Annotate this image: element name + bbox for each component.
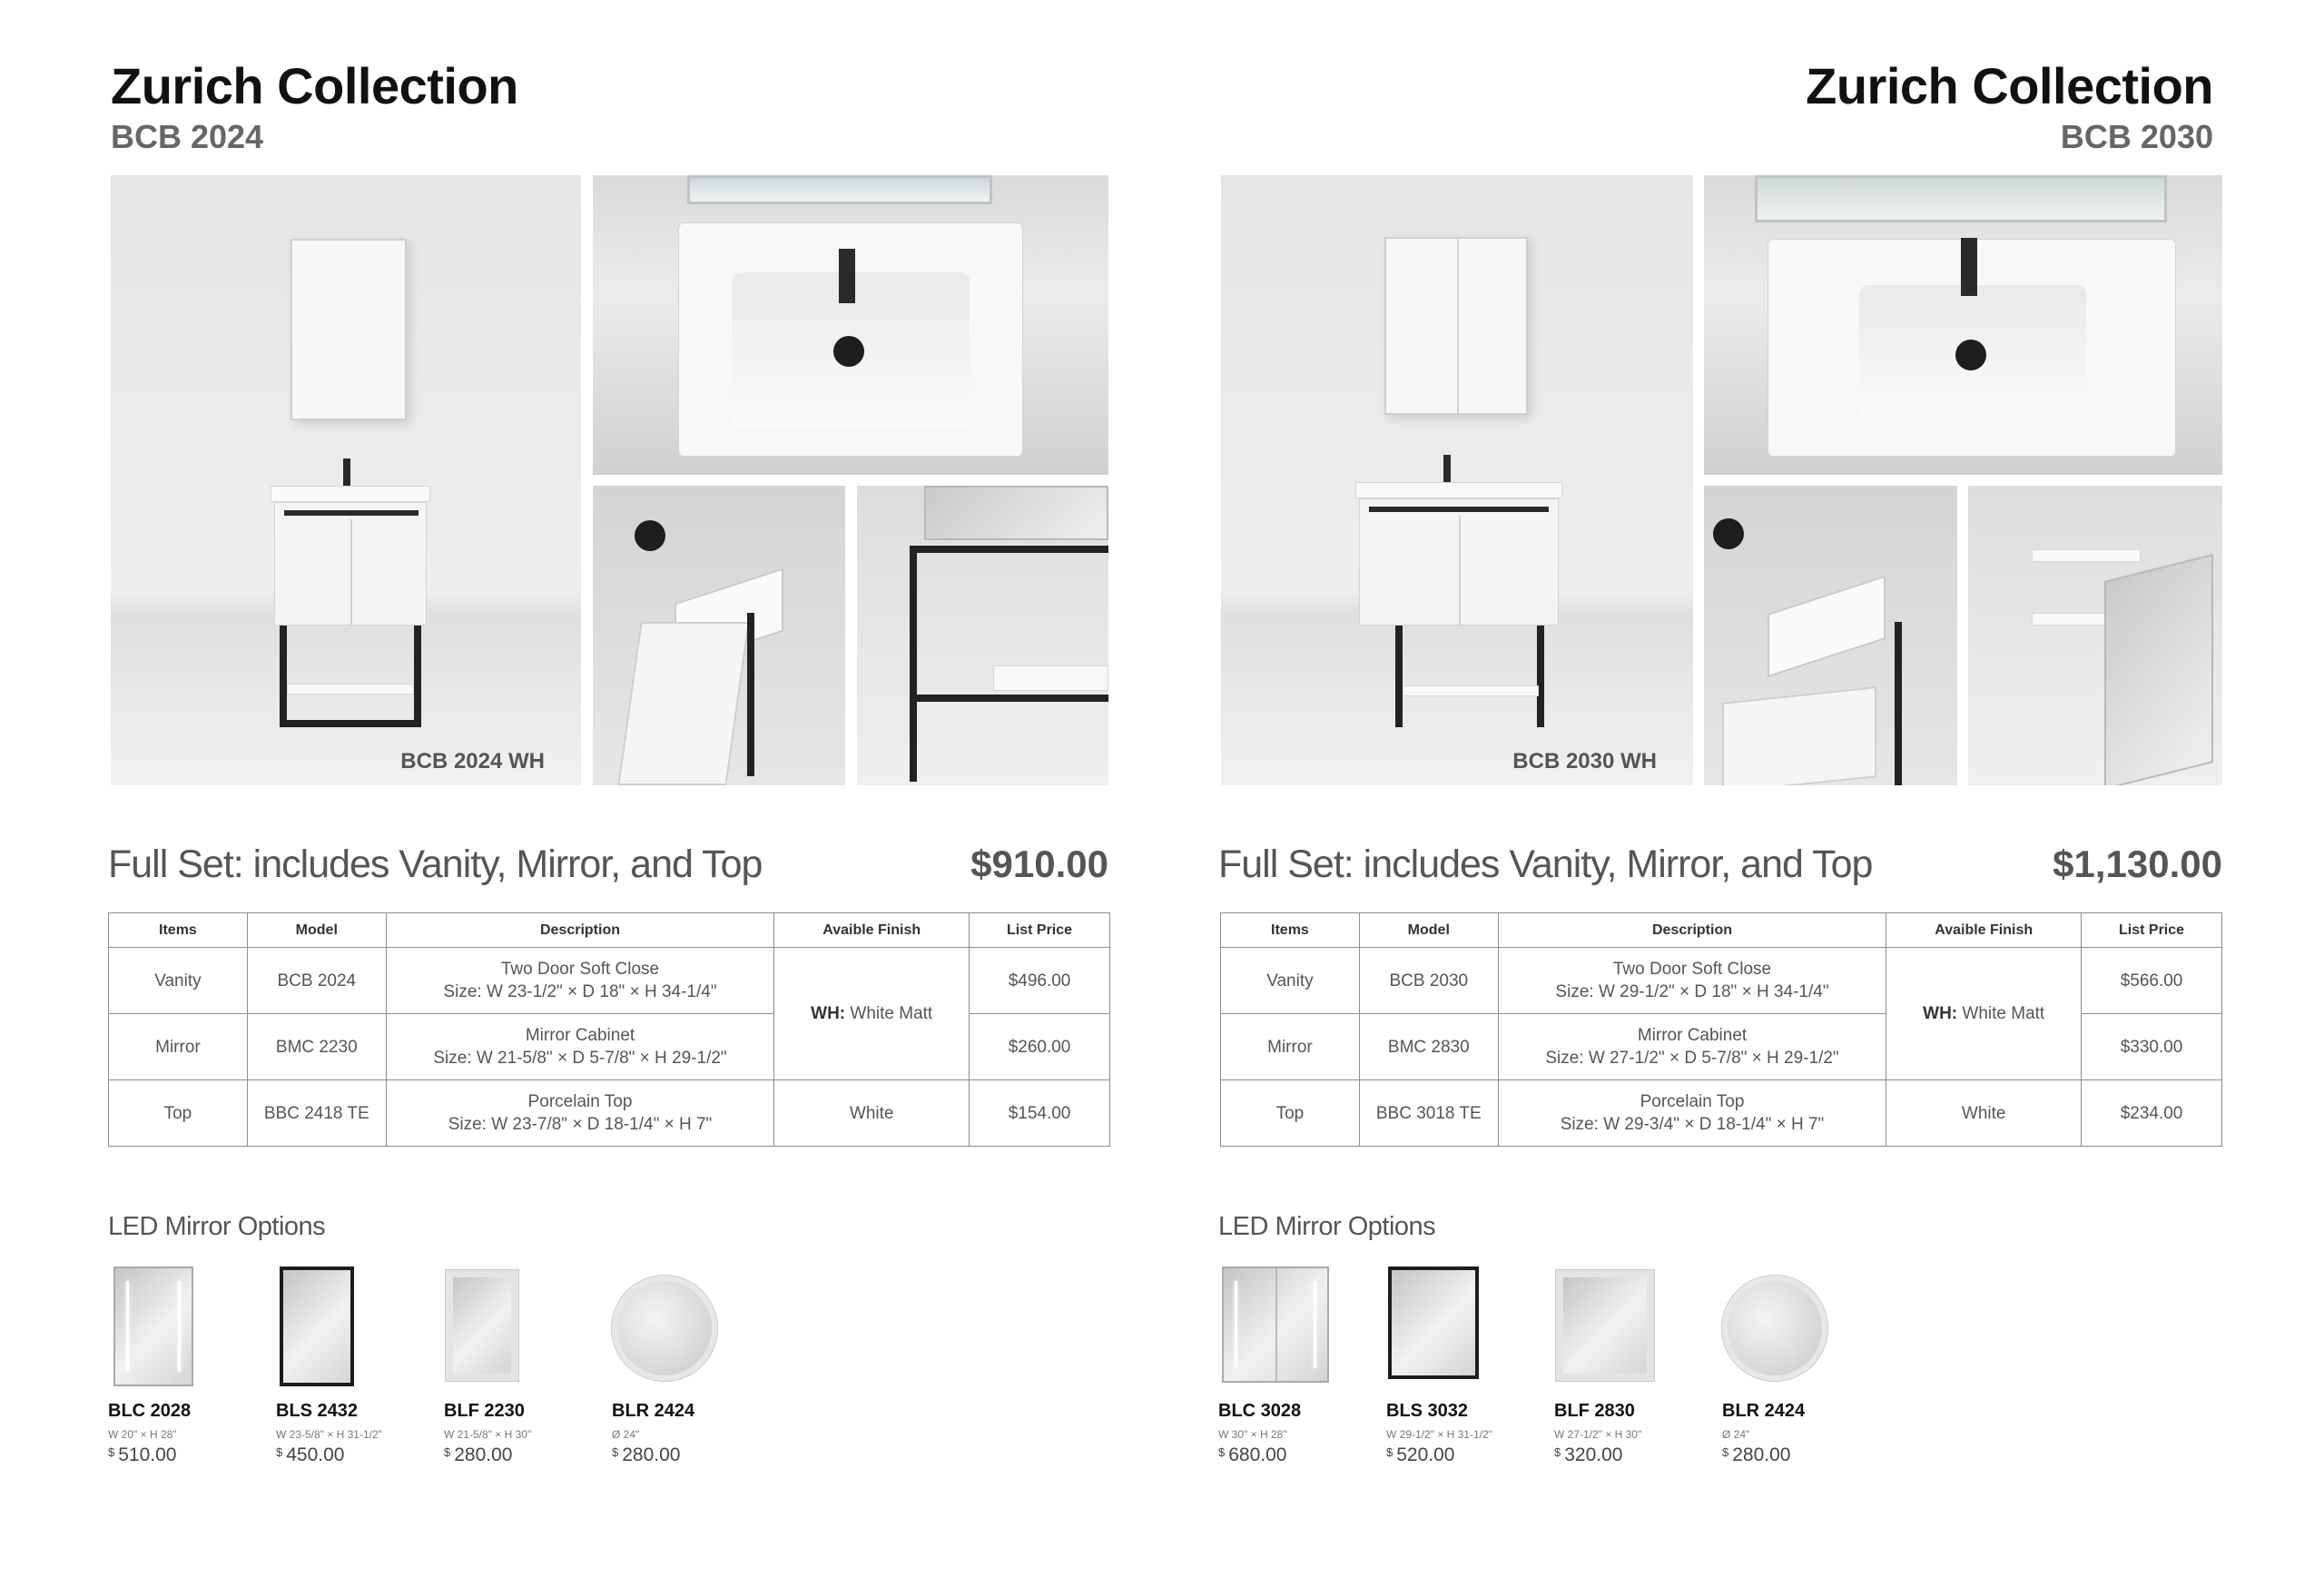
product-photo-drawer-detail bbox=[1704, 486, 1957, 785]
led-option-name: BLS 3032 bbox=[1386, 1401, 1469, 1421]
led-option-card bbox=[1218, 1267, 1382, 1465]
product-photo-cabinet-detail bbox=[1968, 486, 2222, 785]
led-option-dims: Ø 24" bbox=[612, 1428, 640, 1441]
cell-model: BBC 2418 TE bbox=[247, 1080, 386, 1147]
model-code: BCB 2024 bbox=[111, 118, 264, 155]
cell-price: $260.00 bbox=[970, 1014, 1110, 1080]
cell-price: $330.00 bbox=[2082, 1014, 2222, 1080]
cell-finish: WH: White Matt bbox=[1886, 948, 2082, 1080]
image-caption: BCB 2024 WH bbox=[400, 749, 545, 774]
table-row bbox=[109, 1080, 1110, 1147]
product-photo-basin bbox=[593, 175, 1108, 475]
led-option-name: BLR 2424 bbox=[612, 1401, 695, 1421]
cell-finish: WH: White Matt bbox=[774, 948, 970, 1080]
vanity-body-illustration bbox=[1359, 498, 1559, 626]
led-option-name: BLS 2432 bbox=[276, 1401, 359, 1421]
table-row bbox=[109, 948, 1110, 1014]
cell-item: Mirror bbox=[109, 1014, 248, 1080]
cell-description: Porcelain Top Size: W 23-7/8" × D 18-1/4" × H 7" bbox=[386, 1080, 774, 1147]
cell-item: Vanity bbox=[1221, 948, 1360, 1014]
spec-table bbox=[1220, 912, 2222, 1147]
header-finish: Avaible Finish bbox=[774, 913, 970, 948]
led-options-heading: LED Mirror Options bbox=[108, 1212, 326, 1241]
cell-item: Mirror bbox=[1221, 1014, 1360, 1080]
fullset-label: Full Set: includes Vanity, Mirror, and Top bbox=[108, 843, 763, 886]
table-row bbox=[1221, 948, 2222, 1014]
mirror-cabinet-illustration bbox=[1384, 237, 1528, 415]
led-option-price: $ 520.00 bbox=[1386, 1444, 1455, 1465]
led-option-price: $ 280.00 bbox=[1722, 1444, 1791, 1465]
cell-model: BCB 2030 bbox=[1359, 948, 1498, 1014]
led-option-dims: W 23-5/8" × H 31-1/2" bbox=[276, 1428, 382, 1441]
led-mirror-image bbox=[612, 1267, 775, 1394]
header-price: List Price bbox=[970, 913, 1110, 948]
led-option-name: BLR 2424 bbox=[1722, 1401, 1806, 1421]
vanity-body-illustration bbox=[274, 502, 427, 626]
cell-model: BMC 2830 bbox=[1359, 1014, 1498, 1080]
table-row bbox=[1221, 1080, 2222, 1147]
fullset-label: Full Set: includes Vanity, Mirror, and Top bbox=[1218, 843, 1873, 886]
cell-model: BBC 3018 TE bbox=[1359, 1080, 1498, 1147]
led-option-name: BLF 2230 bbox=[444, 1401, 525, 1421]
cell-model: BMC 2230 bbox=[247, 1014, 386, 1080]
led-option-price: $ 280.00 bbox=[612, 1444, 681, 1465]
led-option-price: $ 450.00 bbox=[276, 1444, 345, 1465]
cell-finish: White bbox=[1886, 1080, 2082, 1147]
led-option-name: BLC 3028 bbox=[1218, 1401, 1302, 1421]
product-photo-main bbox=[1221, 175, 1693, 785]
faucet-illustration bbox=[343, 458, 350, 489]
cell-price: $154.00 bbox=[970, 1080, 1110, 1147]
header-items: Items bbox=[109, 913, 248, 948]
cell-model: BCB 2024 bbox=[247, 948, 386, 1014]
model-code: BCB 2030 bbox=[2060, 118, 2213, 155]
cell-description: Mirror Cabinet Size: W 27-1/2" × D 5-7/8" × H 29-1/2" bbox=[1498, 1014, 1886, 1080]
cell-item: Vanity bbox=[109, 948, 248, 1014]
led-option-name: BLC 2028 bbox=[108, 1401, 192, 1421]
led-option-dims: Ø 24" bbox=[1722, 1428, 1750, 1441]
led-option-dims: W 21-5/8" × H 30" bbox=[444, 1428, 532, 1441]
header-price: List Price bbox=[2082, 913, 2222, 948]
image-caption: BCB 2030 WH bbox=[1512, 749, 1657, 774]
header-description: Description bbox=[386, 913, 774, 948]
cell-description: Two Door Soft Close Size: W 23-1/2" × D 18" × H 34-1/4" bbox=[386, 948, 774, 1014]
led-option-name: BLF 2830 bbox=[1554, 1401, 1635, 1421]
led-option-dims: W 27-1/2" × H 30" bbox=[1554, 1428, 1642, 1441]
led-option-dims: W 30" × H 28" bbox=[1218, 1428, 1287, 1441]
fullset-price: $910.00 bbox=[970, 843, 1108, 885]
led-mirror-image bbox=[1218, 1267, 1382, 1394]
cell-price: $496.00 bbox=[970, 948, 1110, 1014]
led-option-card bbox=[444, 1267, 607, 1465]
header-items: Items bbox=[1221, 913, 1360, 948]
faucet-illustration bbox=[1443, 455, 1451, 486]
led-option-card bbox=[276, 1267, 439, 1465]
led-option-card bbox=[612, 1267, 775, 1465]
led-mirror-image bbox=[276, 1267, 439, 1394]
led-option-dims: W 20" × H 28" bbox=[108, 1428, 177, 1441]
product-photo-basin bbox=[1704, 175, 2222, 475]
led-mirror-image bbox=[1554, 1267, 1718, 1394]
cell-item: Top bbox=[1221, 1080, 1360, 1147]
led-options-heading: LED Mirror Options bbox=[1218, 1212, 1436, 1241]
led-option-card bbox=[1722, 1267, 1886, 1465]
cell-price: $234.00 bbox=[2082, 1080, 2222, 1147]
product-photo-main bbox=[111, 175, 581, 785]
cell-description: Two Door Soft Close Size: W 29-1/2" × D 18" × H 34-1/4" bbox=[1498, 948, 1886, 1014]
led-mirror-image bbox=[108, 1267, 271, 1394]
header-description: Description bbox=[1498, 913, 1886, 948]
cell-description: Porcelain Top Size: W 29-3/4" × D 18-1/4" × H 7" bbox=[1498, 1080, 1886, 1147]
led-mirror-image bbox=[1722, 1267, 1886, 1394]
led-option-card bbox=[1554, 1267, 1718, 1465]
led-mirror-image bbox=[1386, 1267, 1550, 1394]
cell-finish: White bbox=[774, 1080, 970, 1147]
led-option-price: $ 680.00 bbox=[1218, 1444, 1287, 1465]
header-finish: Avaible Finish bbox=[1886, 913, 2082, 948]
cell-item: Top bbox=[109, 1080, 248, 1147]
led-option-dims: W 29-1/2" × H 31-1/2" bbox=[1386, 1428, 1492, 1441]
cell-price: $566.00 bbox=[2082, 948, 2222, 1014]
led-option-price: $ 320.00 bbox=[1554, 1444, 1623, 1465]
catalog-page-right bbox=[1162, 0, 2324, 1577]
led-option-price: $ 280.00 bbox=[444, 1444, 513, 1465]
led-option-card bbox=[1386, 1267, 1550, 1465]
product-photo-frame-detail bbox=[857, 486, 1108, 785]
table-header-row bbox=[109, 913, 1110, 948]
product-photo-drawer-detail bbox=[593, 486, 845, 785]
cell-description: Mirror Cabinet Size: W 21-5/8" × D 5-7/8" × H 29-1/2" bbox=[386, 1014, 774, 1080]
collection-title: Zurich Collection bbox=[1806, 57, 2213, 114]
vanity-top-illustration bbox=[271, 486, 430, 502]
led-mirror-image bbox=[444, 1267, 607, 1394]
header-model: Model bbox=[247, 913, 386, 948]
collection-title: Zurich Collection bbox=[111, 57, 518, 114]
table-header-row bbox=[1221, 913, 2222, 948]
mirror-cabinet-illustration bbox=[290, 239, 407, 420]
fullset-price: $1,130.00 bbox=[2053, 843, 2222, 885]
vanity-top-illustration bbox=[1355, 482, 1562, 498]
led-option-card bbox=[108, 1267, 271, 1465]
header-model: Model bbox=[1359, 913, 1498, 948]
led-option-price: $ 510.00 bbox=[108, 1444, 177, 1465]
spec-table bbox=[108, 912, 1110, 1147]
